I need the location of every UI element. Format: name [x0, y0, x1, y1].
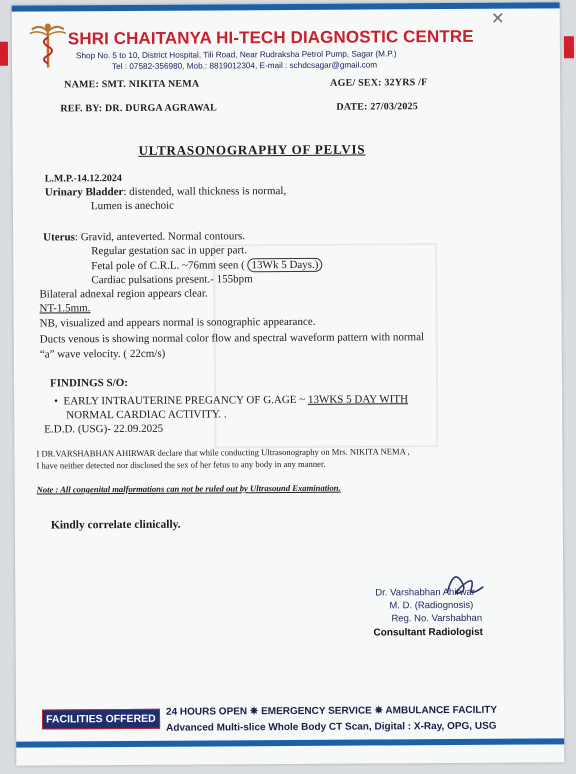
- bladder-line: [45, 185, 286, 198]
- signatory-name: Dr. Varshabhan Ahirwar: [375, 586, 475, 599]
- findings-heading: FINDINGS S/O:: [49, 376, 128, 390]
- bullet-icon: •: [54, 395, 64, 408]
- centre-address: Shop No. 5 to 10, District Hospital, Tili Road, Near Rudraksha Petrol Pump, Sagar (M.P.): [75, 49, 397, 61]
- close-icon[interactable]: ✕: [491, 8, 505, 28]
- referring-doctor: REF. BY: DR. DURGA AGRAWAL: [60, 102, 218, 115]
- uterus-label: Uterus: [43, 231, 75, 244]
- red-tab-right: [564, 36, 574, 58]
- patient-name: NAME: SMT. NIKITA NEMA: [64, 78, 200, 91]
- lmp: L.M.P.-14.12.2024: [44, 173, 122, 185]
- declaration: [36, 444, 536, 471]
- ductus-line: Ducts venous is showing normal color flow and spectral waveform pattern with normal: [39, 331, 425, 346]
- disclaimer-note: Note : All congenital malformations can not be ruled out by Ultrasound Examination.: [36, 482, 341, 495]
- closing-remark: Kindly correlate clinically.: [50, 518, 181, 532]
- report-title: ULTRASONOGRAPHY OF PELVIS: [138, 141, 366, 158]
- gestation-age-highlight: 13Wk 5 Days.): [247, 258, 322, 272]
- bladder-text: : distended, wall thickness is normal,: [123, 185, 287, 199]
- signatory-reg: Reg. No. Varshabhan: [391, 612, 483, 625]
- uterus-line: [43, 230, 245, 243]
- nb-line: NB, visualized and appears normal is sonographic appearance.: [39, 315, 316, 330]
- adnexal-line: Bilateral adnexal region appears clear.: [39, 287, 208, 301]
- report-date: DATE: 27/03/2025: [336, 101, 418, 113]
- crl-text: Fetal pole of C.R.L. ~76mm seen (: [91, 259, 245, 273]
- facilities-badge: FACILITIES OFFERED: [42, 709, 160, 730]
- patient-age-sex: AGE/ SEX: 32YRS /F: [330, 77, 428, 89]
- findings-line-2: NORMAL CARDIAC ACTIVITY. .: [66, 408, 227, 422]
- facilities-line-1: 24 HOURS OPEN ✵ EMERGENCY SERVICE ✵ AMBULANCE FACILITY: [165, 704, 498, 718]
- signatory-degree: M. D. (Radiognosis): [389, 599, 474, 612]
- uterus-line-3: [91, 259, 322, 272]
- uterus-line-4: Cardiac pulsations present.- 155bpm: [91, 273, 253, 287]
- a-wave-line: “a” wave velocity. ( 22cm/s): [39, 347, 166, 361]
- top-border: [12, 2, 560, 11]
- report-sheet: [12, 2, 565, 765]
- nt-line: NT-1.5mm.: [39, 302, 91, 315]
- edd-line: E.D.D. (USG)- 22.09.2025: [44, 422, 164, 436]
- uterus-line-2: Regular gestation sac in upper part.: [91, 244, 248, 258]
- bladder-label: Urinary Bladder: [44, 186, 124, 199]
- declaration-line-2: I have neither detected nor disclosed the sex of her fetus to any body in any manner.: [36, 458, 326, 471]
- caduceus-logo-icon: [26, 19, 70, 69]
- red-tab-left: [0, 42, 8, 66]
- facilities-line-2: Advanced Multi-slice Whole Body CT Scan, Digital : X-Ray, OPG, USG: [166, 720, 497, 734]
- bladder-line-2: Lumen is anechoic: [90, 199, 175, 213]
- findings-text-1: EARLY INTRAUTERINE PREGANCY OF G.AGE ~: [63, 393, 308, 408]
- uterus-text: : Gravid, anteverted. Normal contours.: [74, 230, 246, 244]
- findings-item: [54, 393, 408, 407]
- signatory-role: Consultant Radiologist: [373, 626, 484, 639]
- bottom-border: [16, 738, 564, 747]
- centre-name: SHRI CHAITANYA HI-TECH DIAGNOSTIC CENTRE: [67, 26, 474, 49]
- centre-contact: Tel : 07582-356980, Mob.: 8819012304, E-mail : schdcsagar@gmail.com: [112, 60, 378, 72]
- declaration-line-1: I DR.VARSHABHAN AHIRWAR declare that while conducting Ultrasonography on Mrs. NIKITA NEMA ,: [36, 446, 410, 459]
- findings-gestation: 13WKS 5 DAY WITH: [307, 393, 409, 406]
